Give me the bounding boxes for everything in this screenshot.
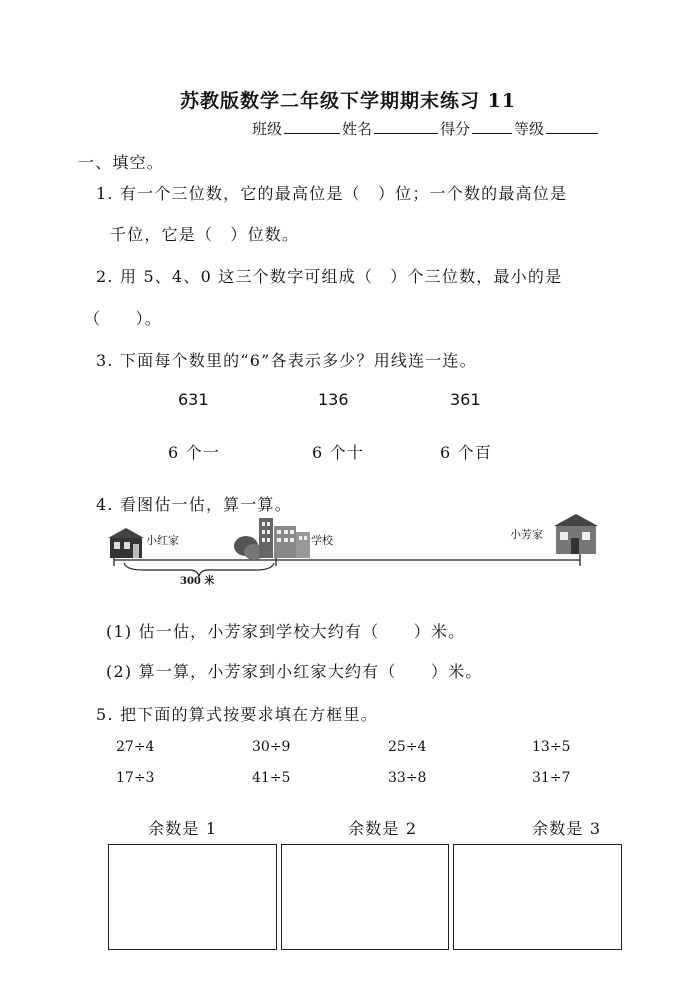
xiaohong-label: 小红家 — [146, 534, 179, 547]
q3-number-3: 361 — [450, 390, 481, 409]
q3-meaning-1: 6 个一 — [168, 443, 221, 462]
box-label-remainder-1: 余数是 1 — [148, 819, 218, 838]
xiaofang-label: 小芳家 — [510, 528, 543, 541]
section1-heading: 一、填空。 — [78, 153, 165, 172]
page-title: 苏教版数学二年级下学期期末练习 11 — [179, 90, 517, 112]
q5-text: 5. 把下面的算式按要求填在方框里。 — [96, 705, 378, 724]
class-blank[interactable] — [284, 119, 340, 134]
q3-text: 3. 下面每个数里的“6”各表示多少？用线连一连。 — [96, 351, 477, 370]
answer-box-remainder-3[interactable] — [453, 844, 622, 950]
q3-meaning-3: 6 个百 — [440, 443, 493, 462]
name-label: 姓名 — [342, 120, 373, 138]
answer-box-remainder-1[interactable] — [108, 844, 277, 950]
expr-r2c4: 31÷7 — [532, 770, 571, 786]
expr-r1c2: 30÷9 — [252, 739, 291, 755]
q3-number-2: 136 — [318, 390, 349, 409]
score-label: 得分 — [440, 120, 471, 138]
expr-r1c1: 27÷4 — [116, 739, 155, 755]
q2-line2: （ ）。 — [84, 309, 163, 328]
name-blank[interactable] — [374, 119, 438, 134]
q3-meaning-2: 6 个十 — [312, 443, 365, 462]
score-blank[interactable] — [472, 119, 512, 134]
class-label: 班级 — [252, 120, 283, 138]
q4-sub2: (2) 算一算，小芳家到小红家大约有（ ）米。 — [106, 662, 483, 681]
box-label-remainder-3: 余数是 3 — [532, 819, 602, 838]
expr-r1c3: 25÷4 — [388, 739, 427, 755]
q4-sub1: (1) 估一估，小芳家到学校大约有（ ）米。 — [106, 622, 466, 641]
distance-figure — [104, 508, 604, 590]
q2-line1: 2. 用 5、4、0 这三个数字可组成（ ）个三位数，最小的是 — [96, 267, 563, 286]
grade-label: 等级 — [514, 120, 545, 138]
school-label: 学校 — [311, 534, 333, 547]
xiaohong-house-icon — [108, 528, 144, 558]
distance-label: 300 米 — [180, 576, 215, 587]
q1-line2: 千位，它是（ ）位数。 — [110, 225, 300, 244]
expr-r2c2: 41÷5 — [252, 770, 291, 786]
distance-brace — [124, 563, 274, 576]
student-info-line — [252, 118, 600, 139]
school-buildings-icon — [234, 518, 310, 560]
q4-text: 4. 看图估一估，算一算。 — [96, 495, 292, 514]
expr-r2c1: 17÷3 — [116, 770, 155, 786]
xiaofang-house-icon — [554, 514, 598, 554]
answer-box-remainder-2[interactable] — [281, 844, 449, 950]
grade-blank[interactable] — [546, 119, 598, 134]
box-label-remainder-2: 余数是 2 — [348, 819, 418, 838]
q1-line1: 1. 有一个三位数，它的最高位是（ ）位；一个数的最高位是 — [96, 184, 568, 203]
expr-r1c4: 13÷5 — [532, 739, 571, 755]
q3-number-1: 631 — [178, 390, 209, 409]
expr-r2c3: 33÷8 — [388, 770, 427, 786]
